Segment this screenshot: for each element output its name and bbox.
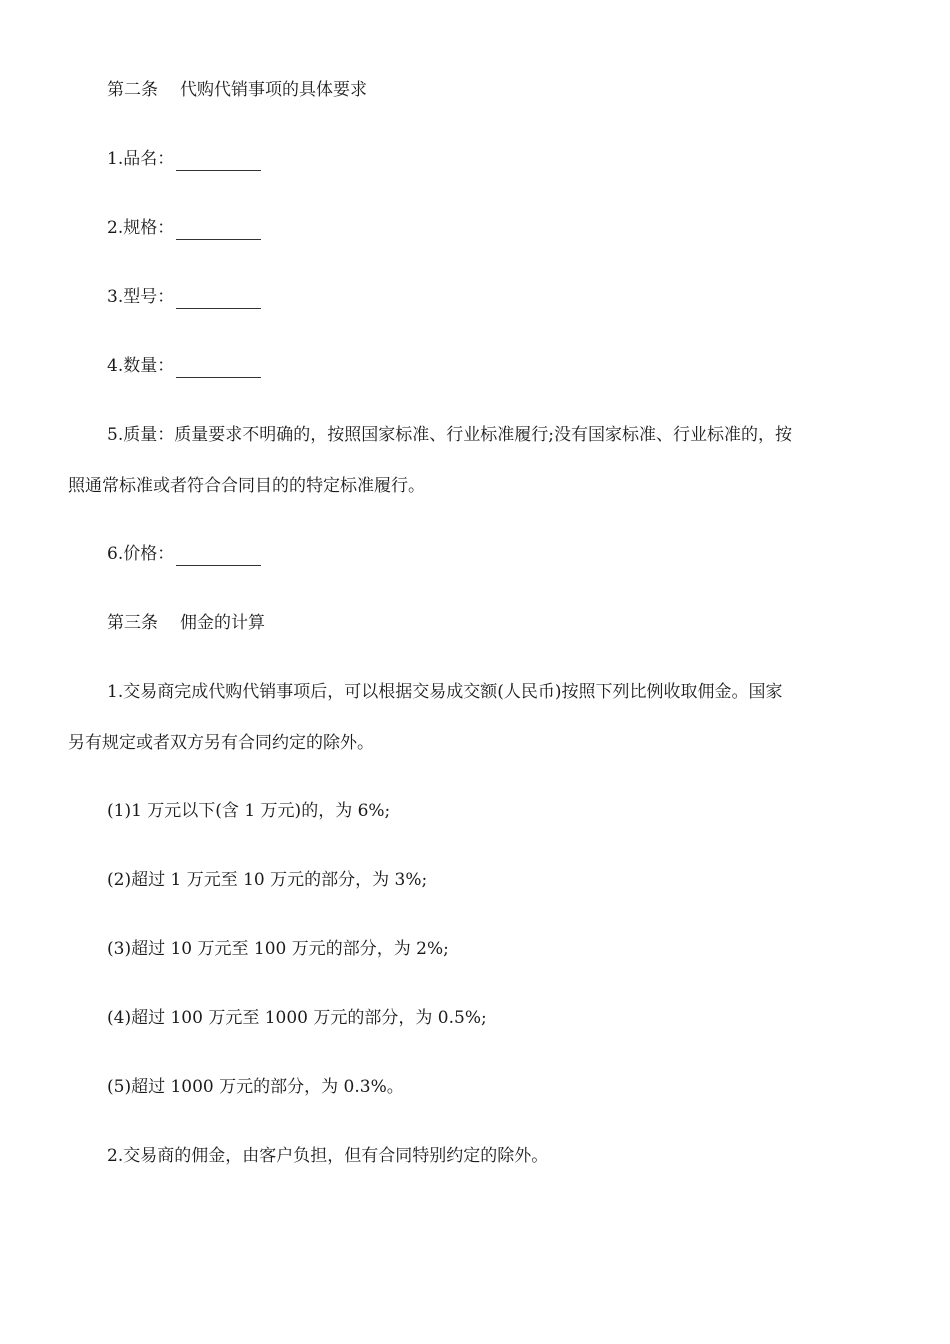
item-quality-line-2: 照通常标准或者符合合同目的的特定标准履行。 xyxy=(68,476,425,496)
article-3-number: 第三条 xyxy=(107,613,158,633)
item-quantity-blank xyxy=(176,359,261,378)
item-quality-line-1: 5.质量：质量要求不明确的，按照国家标准、行业标准履行;没有国家标准、行业标准的，按 xyxy=(107,425,792,445)
item-quantity-label: 4.数量： xyxy=(107,356,175,376)
commission-tier-3: (3)超过 10 万元至 100 万元的部分，为 2%; xyxy=(107,939,449,959)
article-2-heading xyxy=(107,78,367,102)
commission-tier-5: (5)超过 1000 万元的部分，为 0.3%。 xyxy=(107,1077,404,1097)
item-name-blank xyxy=(176,152,261,171)
commission-para-1-line-2: 另有规定或者双方另有合同约定的除外。 xyxy=(68,733,374,753)
commission-tier-1: (1)1 万元以下(含 1 万元)的，为 6%; xyxy=(107,801,391,821)
commission-tier-2: (2)超过 1 万元至 10 万元的部分，为 3%; xyxy=(107,870,428,890)
article-3-heading xyxy=(107,611,265,635)
article-3-title: 佣金的计算 xyxy=(180,613,265,633)
item-price-blank xyxy=(176,547,261,566)
commission-para-2: 2.交易商的佣金，由客户负担，但有合同特别约定的除外。 xyxy=(107,1146,549,1166)
item-price-line xyxy=(107,542,261,566)
article-2-title: 代购代销事项的具体要求 xyxy=(180,80,367,100)
item-name-line xyxy=(107,147,261,171)
item-spec-label: 2.规格： xyxy=(107,218,175,238)
item-spec-blank xyxy=(176,221,261,240)
item-model-blank xyxy=(176,290,261,309)
commission-para-1-line-1: 1.交易商完成代购代销事项后，可以根据交易成交额(人民币)按照下列比例收取佣金。国家 xyxy=(107,682,783,702)
item-spec-line xyxy=(107,216,261,240)
item-model-line xyxy=(107,285,261,309)
item-price-label: 6.价格： xyxy=(107,544,175,564)
item-quantity-line xyxy=(107,354,261,378)
item-name-label: 1.品名： xyxy=(107,149,175,169)
item-model-label: 3.型号： xyxy=(107,287,175,307)
commission-tier-4: (4)超过 100 万元至 1000 万元的部分，为 0.5%; xyxy=(107,1008,487,1028)
article-2-number: 第二条 xyxy=(107,80,158,100)
